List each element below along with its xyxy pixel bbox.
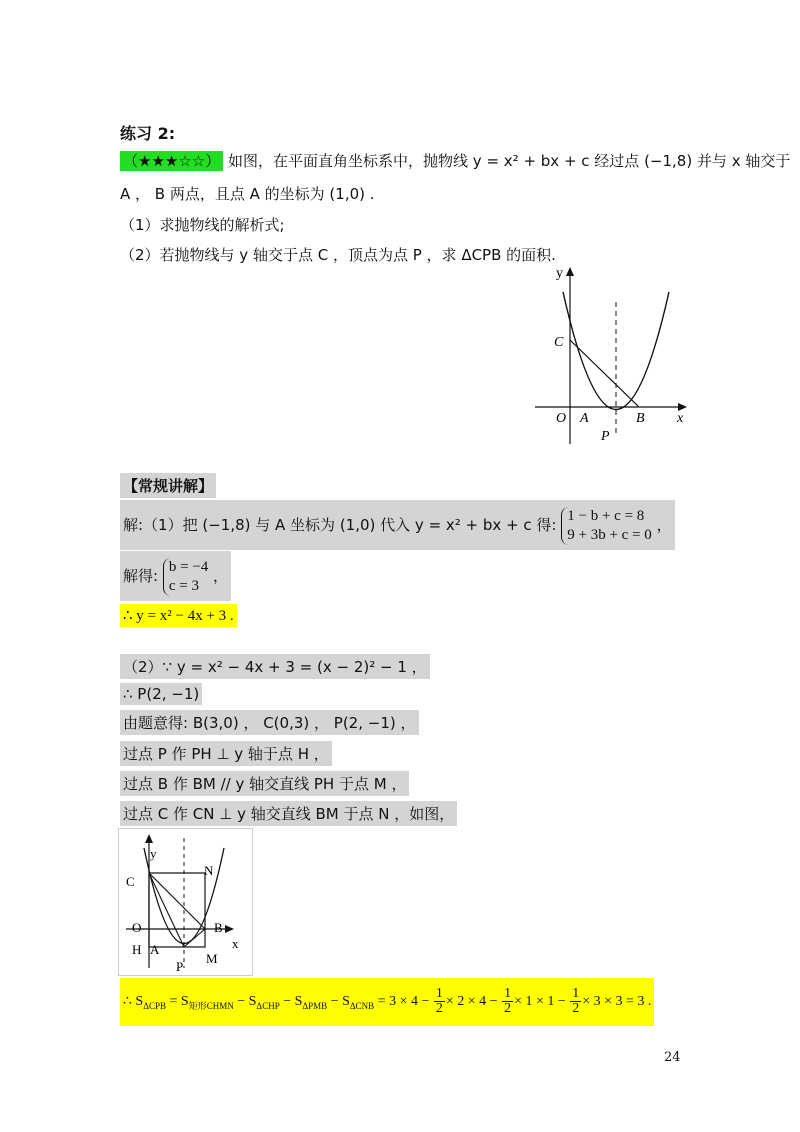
fraction-numerator: 1 — [435, 986, 443, 1002]
difficulty-stars: （★★★☆☆） — [120, 151, 223, 171]
fig1-x-label: x — [677, 411, 684, 426]
equation-system-2 — [163, 558, 208, 596]
fraction-denominator: 2 — [435, 1001, 443, 1017]
formula-part-b: = S — [166, 994, 189, 1009]
fig2-point-a: A — [150, 942, 160, 957]
y-axis-arrow — [566, 267, 574, 276]
fig2-point-p: P — [176, 959, 184, 974]
part2-line-3: 由题意得: B(3,0) ， C(0,3) ， P(2, −1) ， — [120, 710, 419, 735]
formula-sub-chp: ΔCHP — [256, 1000, 280, 1011]
system2-eq1: b = −4 — [168, 558, 209, 575]
fraction-numerator: 1 — [504, 986, 512, 1002]
page-number: 24 — [664, 1050, 681, 1065]
step1-tail: ， — [656, 516, 672, 534]
step2-lead: 解得: — [123, 567, 159, 585]
segment-cp — [149, 873, 184, 947]
solution-heading: 【常规讲解】 — [120, 473, 216, 498]
fig2-point-m: M — [206, 951, 218, 966]
stem-line-1: 如图，在平面直角坐标系中，抛物线 y = x² + bx + c 经过点 (−1,8) 并与 x 轴交于 — [228, 152, 791, 170]
fraction-denominator: 2 — [572, 1001, 580, 1017]
fig1-point-a: A — [580, 411, 589, 426]
solution-result-1: ∴ y = x² − 4x + 3 . — [120, 604, 237, 627]
step2-tail: ， — [213, 567, 229, 585]
fig2-point-n: N — [204, 863, 214, 878]
fraction-numerator: 1 — [572, 986, 580, 1002]
fraction-one-half-3 — [570, 987, 581, 1016]
step1-lead: 解:（1）把 (−1,8) 与 A 坐标为 (1,0) 代入 y = x² + bx + c 得: — [123, 516, 557, 534]
parabola-figure-2 — [118, 828, 253, 976]
fig1-origin-o: O — [556, 411, 567, 426]
fig1-point-p: P — [601, 429, 610, 444]
fig1-point-c: C — [554, 335, 564, 350]
fig2-point-b: B — [214, 920, 223, 935]
formula-part-h: × 1 × 1 − — [514, 994, 566, 1009]
final-area-formula — [120, 978, 654, 1026]
stem-line-1-row — [120, 150, 790, 171]
fig1-y-label: y — [556, 266, 563, 281]
fig2-point-c: C — [126, 874, 135, 889]
solution-step-2 — [120, 551, 231, 601]
part2-line-1: （2）∵ y = x² − 4x + 3 = (x − 2)² − 1 ， — [120, 654, 430, 679]
formula-sub-rect: 矩形CHMN — [188, 1000, 234, 1011]
segment-cb — [570, 340, 639, 407]
part2-line-4: 过点 P 作 PH ⊥ y 轴于点 H ， — [120, 741, 332, 766]
question-2: （2）若抛物线与 y 轴交于点 C ，顶点为点 P ，求 ΔCPB 的面积. — [120, 246, 556, 264]
parabola-figure-1 — [525, 262, 690, 452]
exercise-title: 练习 2: — [120, 124, 176, 143]
formula-part-f: = 3 × 4 − — [374, 994, 430, 1009]
formula-sub-cnb: ΔCNB — [349, 1000, 375, 1011]
part2-line-6: 过点 C 作 CN ⊥ y 轴交直线 BM 于点 N ，如图， — [120, 801, 457, 826]
fig2-x-label: x — [232, 936, 239, 951]
fig2-origin-o: O — [132, 920, 142, 935]
formula-part-d: − S — [279, 994, 303, 1009]
x-axis-arrow — [225, 925, 234, 933]
y-axis-arrow — [145, 834, 153, 843]
part2-line-2: ∴ P(2, −1) — [120, 683, 202, 705]
fraction-denominator: 2 — [504, 1001, 512, 1017]
fig1-point-b: B — [636, 411, 645, 426]
x-axis-arrow — [678, 403, 687, 411]
formula-part-i: × 3 × 3 = 3 . — [582, 994, 652, 1009]
question-1: （1）求抛物线的解析式; — [120, 216, 285, 234]
fraction-one-half-1 — [434, 987, 445, 1016]
formula-part-a: ∴ S — [123, 994, 144, 1009]
part2-line-5: 过点 B 作 BM // y 轴交直线 PH 于点 M ， — [120, 771, 409, 796]
formula-part-c: − S — [233, 994, 257, 1009]
fraction-one-half-2 — [502, 987, 513, 1016]
solution-step-1 — [120, 500, 675, 550]
formula-part-e: − S — [327, 994, 350, 1009]
segment-pb — [184, 929, 205, 947]
system1-eq2: 9 + 3b + c = 0 — [567, 526, 652, 543]
system2-eq2: c = 3 — [168, 577, 199, 594]
formula-sub-cpb: ΔCPB — [143, 1000, 167, 1011]
fig2-y-label: y — [150, 846, 157, 861]
equation-system-1 — [561, 507, 652, 545]
formula-sub-pmb: ΔPMB — [302, 1000, 328, 1011]
stem-line-2: A ， B 两点，且点 A 的坐标为 (1,0) . — [120, 185, 375, 203]
fig2-point-h: H — [132, 942, 142, 957]
formula-part-g: × 2 × 4 − — [445, 994, 498, 1009]
system1-eq1: 1 − b + c = 8 — [567, 507, 645, 524]
